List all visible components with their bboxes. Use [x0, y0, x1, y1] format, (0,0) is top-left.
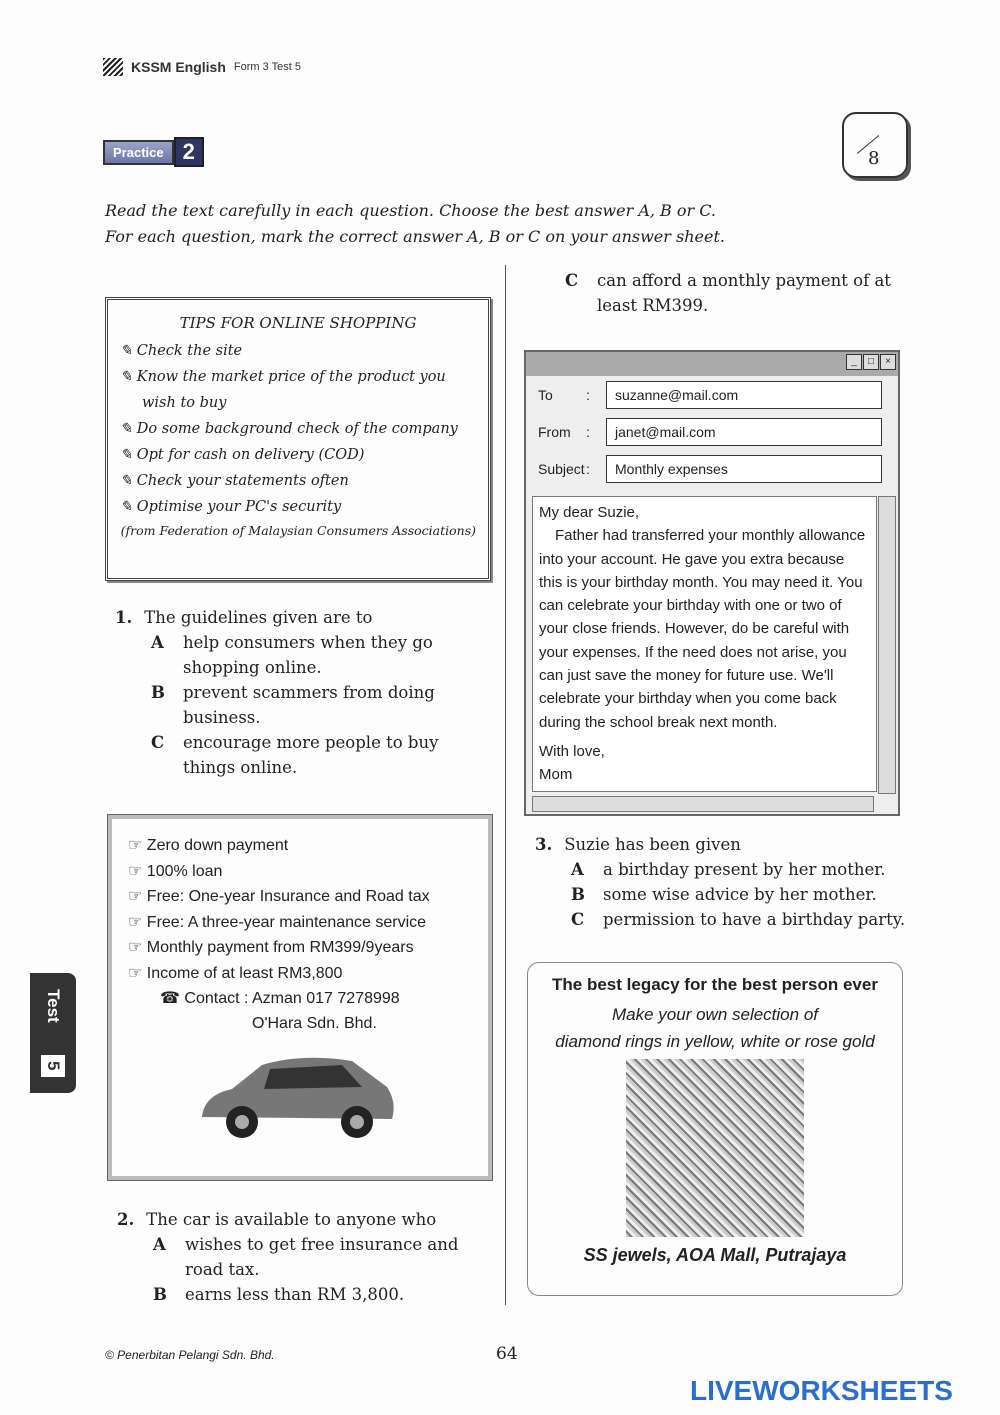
question-stem: The car is available to anyone who	[146, 1210, 437, 1229]
option-b[interactable]: B earns less than RM 3,800.	[153, 1285, 405, 1304]
question-2-option-c[interactable]: C can afford a monthly payment of at least RM399.	[565, 271, 891, 315]
option-a[interactable]: A wishes to get free insurance and road tax.	[153, 1235, 459, 1279]
close-icon[interactable]: ×	[880, 354, 896, 370]
question-number: 2.	[117, 1210, 135, 1229]
tips-title: TIPS FOR ONLINE SHOPPING	[179, 314, 417, 332]
tip-item: ✎ Optimise your PC's security	[120, 499, 342, 515]
question-1	[115, 605, 490, 780]
option-b[interactable]: B prevent scammers from doing business.	[151, 683, 435, 727]
instruction-line: For each question, mark the correct answer A, B or C on your answer sheet.	[105, 227, 725, 246]
header-title: KSSM English	[131, 59, 226, 75]
liveworksheets-logo[interactable]: LIVEWORKSHEETS	[690, 1375, 953, 1406]
from-field: From : janet@mail.com	[526, 413, 898, 450]
to-field: To : suzanne@mail.com	[526, 376, 898, 413]
car-advertisement	[108, 815, 492, 1180]
practice-badge	[103, 137, 204, 167]
tip-item: ✎ Know the market price of the product you wish to buy	[120, 369, 446, 411]
ad-item: ☞ 100% loan	[128, 862, 223, 880]
jewel-footer: SS jewels, AOA Mall, Putrajaya	[583, 1245, 847, 1265]
maximize-icon[interactable]: □	[863, 354, 879, 370]
window-titlebar	[526, 352, 898, 376]
tip-item: ✎ Check your statements often	[120, 473, 349, 489]
option-a[interactable]: A help consumers when they go shopping online.	[151, 633, 433, 677]
option-c[interactable]: C encourage more people to buy things online.	[151, 733, 439, 777]
ad-item: ☞ Monthly payment from RM399/9years	[128, 939, 414, 956]
email-message: Father had transferred your monthly allowance into your account. He gave you extra because this is your birthday month. You may need it. You can celebrate your birthday with one or two of your close friends. However, do be careful with your expenses. If the need does not arise, you can just save the money for future use. We'll celebrate your birthday when you come back during the school break next month.	[539, 527, 866, 731]
email-signature: Mom	[539, 766, 573, 784]
rings-image	[626, 1059, 804, 1237]
page-number: 64	[496, 1344, 518, 1364]
question-2	[117, 1207, 497, 1307]
instructions	[105, 198, 725, 250]
option-a[interactable]: A a birthday present by her mother.	[571, 860, 886, 879]
question-3	[535, 832, 915, 932]
option-c[interactable]: C permission to have a birthday party.	[571, 910, 906, 929]
horizontal-scrollbar[interactable]	[532, 796, 874, 812]
tip-item: ✎ Do some background check of the company	[120, 421, 458, 437]
book-logo-icon	[103, 58, 123, 76]
header-subtitle: Form 3 Test 5	[233, 61, 301, 73]
vertical-scrollbar[interactable]	[878, 496, 896, 794]
subject-input[interactable]: Monthly expenses	[606, 455, 882, 483]
ad-contact: ☎ Contact : Azman 017 7278998	[160, 990, 400, 1007]
question-stem: Suzie has been given	[564, 835, 741, 854]
from-input[interactable]: janet@mail.com	[606, 418, 882, 446]
test-side-tab: Test 5	[30, 973, 76, 1093]
option-b[interactable]: B some wise advice by her mother.	[571, 885, 877, 904]
score-box	[842, 112, 908, 178]
jewel-advertisement	[527, 962, 903, 1296]
tips-box	[105, 297, 491, 581]
email-window	[524, 350, 900, 816]
question-number: 1.	[115, 608, 133, 627]
jewel-line: Make your own selection of	[612, 1005, 818, 1024]
instruction-line: Read the text carefully in each question. Choose the best answer A, B or C.	[105, 201, 717, 220]
ad-item: ☞ Free: One-year Insurance and Road tax	[128, 888, 430, 905]
email-body[interactable]	[532, 496, 877, 792]
tips-source: (from Federation of Malaysian Consumers Associations)	[120, 523, 476, 538]
minimize-icon[interactable]: _	[846, 354, 862, 370]
question-number: 3.	[535, 835, 553, 854]
ad-item: ☞ Zero down payment	[128, 837, 289, 854]
practice-label: Practice	[103, 140, 174, 165]
ad-company: O'Hara Sdn. Bhd.	[252, 1015, 377, 1032]
tip-item: ✎ Check the site	[120, 343, 243, 359]
email-closing: With love,	[539, 742, 605, 760]
to-input[interactable]: suzanne@mail.com	[606, 381, 882, 409]
page-header	[103, 58, 301, 76]
email-greeting: My dear Suzie,	[539, 504, 640, 521]
question-stem: The guidelines given are to	[144, 608, 373, 627]
phone-icon: ☎	[160, 990, 180, 1007]
subject-field: Subject : Monthly expenses	[526, 450, 898, 487]
tip-item: ✎ Opt for cash on delivery (COD)	[120, 447, 365, 463]
practice-number: 2	[174, 137, 204, 167]
car-image	[192, 1047, 402, 1147]
jewel-line: diamond rings in yellow, white or rose gold	[555, 1032, 875, 1051]
score-total: 8	[868, 148, 880, 169]
jewel-title: The best legacy for the best person ever	[552, 975, 878, 994]
column-divider	[505, 265, 506, 1305]
ad-item: ☞ Income of at least RM3,800	[128, 964, 343, 982]
ad-item: ☞ Free: A three-year maintenance service	[128, 913, 427, 931]
publisher-footer: © Penerbitan Pelangi Sdn. Bhd.	[105, 1348, 275, 1362]
